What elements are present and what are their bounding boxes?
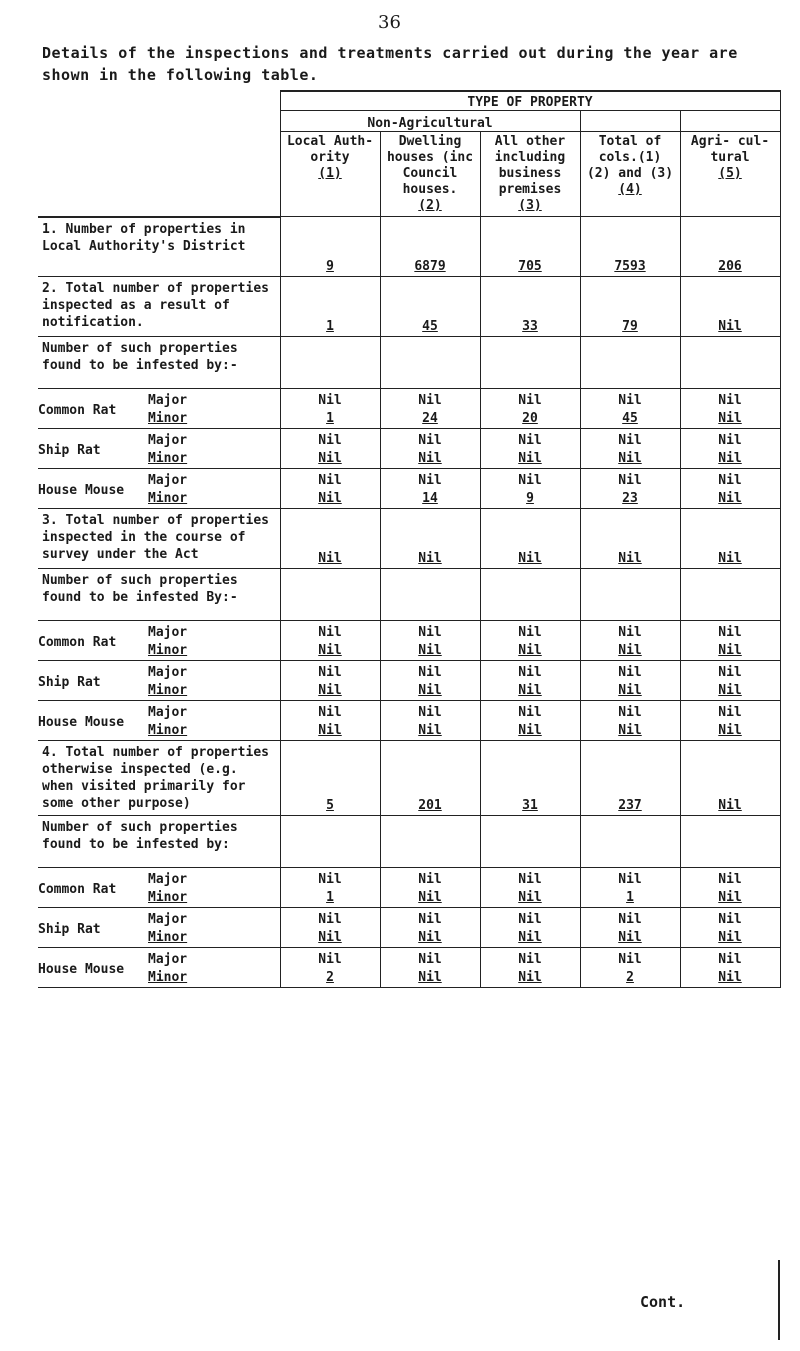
- minor-value: 2: [626, 970, 634, 985]
- section-label: 1. Number of properties in Local Authority's District: [38, 217, 280, 277]
- pest-grade: Minor: [148, 930, 188, 945]
- pest-value-cell: [480, 621, 580, 661]
- section-value-blank: [680, 816, 780, 868]
- section-value: [280, 509, 380, 569]
- pest-grade: Major: [148, 473, 188, 488]
- pest-grade: Major: [148, 952, 188, 967]
- section-value-blank: [580, 337, 680, 389]
- pest-value-cell: [580, 868, 680, 908]
- section-label: Number of such properties found to be infested By:-: [38, 569, 280, 621]
- pest-value-cell: [280, 868, 380, 908]
- major-value: Nil: [518, 433, 542, 448]
- minor-value: Nil: [418, 970, 442, 985]
- column-header-3: [480, 132, 580, 217]
- section-row: [38, 217, 780, 277]
- value-text: 45: [422, 319, 438, 334]
- minor-value: Nil: [718, 930, 742, 945]
- pest-value-cell: [480, 908, 580, 948]
- major-value: Nil: [718, 393, 742, 408]
- minor-value: Nil: [418, 451, 442, 466]
- major-value: Nil: [618, 912, 642, 927]
- minor-value: 23: [622, 491, 638, 506]
- section-row: [38, 569, 780, 621]
- pest-value-cell: [280, 389, 380, 429]
- minor-value: Nil: [518, 890, 542, 905]
- pest-label: [38, 389, 280, 429]
- value-text: Nil: [518, 551, 542, 566]
- section-value: [680, 277, 780, 337]
- pest-grade: Minor: [148, 451, 188, 466]
- section-row: [38, 509, 780, 569]
- pest-value-cell: [280, 621, 380, 661]
- major-value: Nil: [618, 473, 642, 488]
- pest-value-cell: [480, 389, 580, 429]
- pest-value-cell: [480, 661, 580, 701]
- minor-value: Nil: [518, 930, 542, 945]
- pest-grade: Minor: [148, 411, 188, 426]
- major-value: Nil: [618, 952, 642, 967]
- pest-grade: Major: [148, 625, 188, 640]
- major-value: Nil: [318, 952, 342, 967]
- pest-name: Ship Rat: [38, 442, 101, 458]
- continued-label: Cont.: [640, 1293, 686, 1311]
- section-value: [580, 509, 680, 569]
- value-text: 6879: [414, 259, 446, 274]
- pest-value-cell: [280, 661, 380, 701]
- section-value-blank: [280, 337, 380, 389]
- major-value: Nil: [418, 872, 442, 887]
- property-table: [38, 90, 781, 988]
- major-value: Nil: [718, 665, 742, 680]
- pest-grade: Major: [148, 872, 188, 887]
- pest-value-cell: [680, 701, 780, 741]
- major-value: Nil: [318, 473, 342, 488]
- minor-value: 45: [622, 411, 638, 426]
- pest-value-cell: [580, 908, 680, 948]
- minor-value: Nil: [418, 723, 442, 738]
- minor-value: Nil: [618, 723, 642, 738]
- section-value: [680, 217, 780, 277]
- value-text: 201: [418, 798, 442, 813]
- pest-grade: Major: [148, 433, 188, 448]
- column-header-label: Local Auth- ority: [286, 134, 374, 165]
- pest-grade: Major: [148, 912, 188, 927]
- value-text: Nil: [318, 551, 342, 566]
- pest-value-cell: [480, 948, 580, 988]
- value-text: 5: [326, 798, 334, 813]
- column-header-1: [280, 132, 380, 217]
- section-value-blank: [480, 569, 580, 621]
- column-header-label: Total of cols.(1) (2) and (3): [586, 134, 674, 181]
- section-value: [380, 741, 480, 816]
- pest-grade: Minor: [148, 643, 188, 658]
- column-header-number: (4): [618, 182, 642, 197]
- column-header-2: [380, 132, 480, 217]
- section-value: [680, 741, 780, 816]
- minor-value: Nil: [318, 683, 342, 698]
- value-text: 1: [326, 319, 334, 334]
- major-value: Nil: [518, 705, 542, 720]
- section-value-blank: [280, 569, 380, 621]
- value-text: Nil: [718, 551, 742, 566]
- pest-value-cell: [380, 701, 480, 741]
- section-value: [580, 741, 680, 816]
- pest-label: [38, 469, 280, 509]
- section-value-blank: [580, 569, 680, 621]
- section-value-blank: [480, 816, 580, 868]
- pest-label: [38, 908, 280, 948]
- pest-value-cell: [280, 948, 380, 988]
- value-text: 7593: [614, 259, 646, 274]
- value-text: Nil: [618, 551, 642, 566]
- section-value: [580, 217, 680, 277]
- pest-value-cell: [580, 948, 680, 988]
- pest-name: House Mouse: [38, 961, 125, 977]
- pest-value-cell: [380, 469, 480, 509]
- major-value: Nil: [518, 952, 542, 967]
- pest-value-cell: [380, 908, 480, 948]
- minor-value: Nil: [718, 451, 742, 466]
- pest-value-cell: [480, 469, 580, 509]
- minor-value: Nil: [718, 970, 742, 985]
- pest-label: [38, 429, 280, 469]
- major-value: Nil: [318, 433, 342, 448]
- pest-value-cell: [580, 429, 680, 469]
- value-text: 206: [718, 259, 742, 274]
- minor-value: Nil: [318, 643, 342, 658]
- pest-value-cell: [280, 908, 380, 948]
- major-value: Nil: [518, 625, 542, 640]
- header-group-spacer-1: [580, 111, 680, 132]
- section-row: [38, 741, 780, 816]
- major-value: Nil: [718, 872, 742, 887]
- pest-value-cell: [380, 661, 480, 701]
- value-text: 31: [522, 798, 538, 813]
- pest-grade: Major: [148, 665, 188, 680]
- pest-row: [38, 621, 780, 661]
- pest-row: [38, 661, 780, 701]
- pest-value-cell: [580, 469, 680, 509]
- minor-value: Nil: [618, 643, 642, 658]
- pest-name: House Mouse: [38, 714, 125, 730]
- column-header-number: (2): [418, 198, 442, 213]
- major-value: Nil: [318, 665, 342, 680]
- major-value: Nil: [618, 705, 642, 720]
- pest-row: [38, 469, 780, 509]
- pest-name: Common Rat: [38, 634, 117, 650]
- pest-name: House Mouse: [38, 482, 125, 498]
- section-value-blank: [580, 816, 680, 868]
- pest-value-cell: [680, 469, 780, 509]
- pest-label: [38, 948, 280, 988]
- header-blank: [38, 91, 280, 217]
- column-header-label: Agri- cul- tural: [690, 134, 770, 165]
- major-value: Nil: [618, 665, 642, 680]
- pest-grade: Minor: [148, 970, 188, 985]
- section-value: [480, 217, 580, 277]
- page-number: 36: [378, 12, 401, 33]
- section-value-blank: [680, 569, 780, 621]
- pest-name: Common Rat: [38, 402, 117, 418]
- major-value: Nil: [518, 665, 542, 680]
- major-value: Nil: [518, 872, 542, 887]
- pest-label: [38, 621, 280, 661]
- minor-value: Nil: [718, 723, 742, 738]
- major-value: Nil: [618, 393, 642, 408]
- pest-name: Ship Rat: [38, 921, 101, 937]
- major-value: Nil: [718, 952, 742, 967]
- major-value: Nil: [418, 473, 442, 488]
- minor-value: Nil: [618, 930, 642, 945]
- pest-value-cell: [580, 621, 680, 661]
- value-text: 705: [518, 259, 542, 274]
- pest-row: [38, 948, 780, 988]
- section-value: [480, 509, 580, 569]
- major-value: Nil: [718, 912, 742, 927]
- pest-row: [38, 429, 780, 469]
- major-value: Nil: [618, 872, 642, 887]
- section-value-blank: [380, 569, 480, 621]
- section-label: 3. Total number of properties inspected in the course of survey under the Act: [38, 509, 280, 569]
- section-value-blank: [380, 816, 480, 868]
- pest-value-cell: [280, 469, 380, 509]
- major-value: Nil: [318, 912, 342, 927]
- minor-value: Nil: [418, 683, 442, 698]
- header-group: Non-Agricultural: [280, 111, 580, 132]
- column-header-label: All other including business premises: [494, 134, 566, 197]
- header-group-spacer-2: [680, 111, 780, 132]
- section-row: [38, 277, 780, 337]
- minor-value: Nil: [418, 643, 442, 658]
- value-text: 79: [622, 319, 638, 334]
- major-value: Nil: [718, 625, 742, 640]
- minor-value: Nil: [518, 683, 542, 698]
- column-header-number: (3): [518, 198, 542, 213]
- minor-value: 1: [626, 890, 634, 905]
- pest-value-cell: [480, 429, 580, 469]
- section-value-blank: [680, 337, 780, 389]
- section-value: [380, 217, 480, 277]
- margin-rule: [778, 1260, 780, 1340]
- column-header-number: (5): [718, 166, 742, 181]
- major-value: Nil: [418, 912, 442, 927]
- major-value: Nil: [718, 473, 742, 488]
- pest-row: [38, 908, 780, 948]
- value-text: 9: [326, 259, 334, 274]
- minor-value: Nil: [318, 491, 342, 506]
- minor-value: Nil: [418, 890, 442, 905]
- section-value: [480, 277, 580, 337]
- minor-value: Nil: [518, 723, 542, 738]
- pest-value-cell: [580, 389, 680, 429]
- minor-value: Nil: [318, 930, 342, 945]
- value-text: 33: [522, 319, 538, 334]
- section-row: [38, 816, 780, 868]
- minor-value: 1: [326, 890, 334, 905]
- section-label: Number of such properties found to be infested by:: [38, 816, 280, 868]
- minor-value: Nil: [518, 970, 542, 985]
- minor-value: Nil: [718, 890, 742, 905]
- major-value: Nil: [418, 393, 442, 408]
- pest-value-cell: [680, 908, 780, 948]
- section-value: [480, 741, 580, 816]
- section-value: [280, 217, 380, 277]
- pest-value-cell: [580, 701, 680, 741]
- pest-value-cell: [380, 868, 480, 908]
- column-header-5: [680, 132, 780, 217]
- major-value: Nil: [418, 665, 442, 680]
- section-value: [280, 277, 380, 337]
- property-table-container: [38, 90, 780, 988]
- minor-value: 24: [422, 411, 438, 426]
- section-row: [38, 337, 780, 389]
- pest-grade: Major: [148, 393, 188, 408]
- pest-value-cell: [580, 661, 680, 701]
- pest-row: [38, 868, 780, 908]
- pest-value-cell: [680, 868, 780, 908]
- minor-value: Nil: [718, 683, 742, 698]
- pest-label: [38, 661, 280, 701]
- pest-grade: Minor: [148, 723, 188, 738]
- minor-value: 14: [422, 491, 438, 506]
- section-label: Number of such properties found to be infested by:-: [38, 337, 280, 389]
- minor-value: 2: [326, 970, 334, 985]
- section-value-blank: [480, 337, 580, 389]
- major-value: Nil: [618, 433, 642, 448]
- minor-value: Nil: [518, 451, 542, 466]
- value-text: Nil: [718, 319, 742, 334]
- minor-value: Nil: [618, 451, 642, 466]
- major-value: Nil: [318, 625, 342, 640]
- section-value: [280, 741, 380, 816]
- section-value: [380, 509, 480, 569]
- minor-value: Nil: [618, 683, 642, 698]
- pest-value-cell: [380, 429, 480, 469]
- major-value: Nil: [618, 625, 642, 640]
- pest-value-cell: [480, 701, 580, 741]
- pest-value-cell: [680, 389, 780, 429]
- major-value: Nil: [418, 705, 442, 720]
- pest-value-cell: [680, 948, 780, 988]
- pest-name: Ship Rat: [38, 674, 101, 690]
- minor-value: Nil: [718, 491, 742, 506]
- column-header-4: [580, 132, 680, 217]
- pest-value-cell: [680, 661, 780, 701]
- section-value: [680, 509, 780, 569]
- major-value: Nil: [418, 952, 442, 967]
- minor-value: Nil: [718, 411, 742, 426]
- major-value: Nil: [518, 393, 542, 408]
- major-value: Nil: [418, 433, 442, 448]
- pest-grade: Minor: [148, 890, 188, 905]
- major-value: Nil: [718, 705, 742, 720]
- section-value-blank: [380, 337, 480, 389]
- pest-value-cell: [380, 389, 480, 429]
- pest-grade: Major: [148, 705, 188, 720]
- major-value: Nil: [518, 912, 542, 927]
- pest-value-cell: [280, 701, 380, 741]
- major-value: Nil: [518, 473, 542, 488]
- value-text: Nil: [418, 551, 442, 566]
- pest-value-cell: [280, 429, 380, 469]
- value-text: Nil: [718, 798, 742, 813]
- pest-value-cell: [380, 948, 480, 988]
- section-label: 2. Total number of properties inspected as a result of notification.: [38, 277, 280, 337]
- pest-label: [38, 868, 280, 908]
- minor-value: Nil: [318, 451, 342, 466]
- minor-value: 9: [526, 491, 534, 506]
- minor-value: Nil: [518, 643, 542, 658]
- minor-value: Nil: [418, 930, 442, 945]
- major-value: Nil: [318, 872, 342, 887]
- minor-value: 1: [326, 411, 334, 426]
- column-header-number: (1): [318, 166, 342, 181]
- section-label: 4. Total number of properties otherwise inspected (e.g. when visited primarily for some other purpose): [38, 741, 280, 816]
- major-value: Nil: [418, 625, 442, 640]
- section-value-blank: [280, 816, 380, 868]
- pest-value-cell: [680, 621, 780, 661]
- minor-value: 20: [522, 411, 538, 426]
- pest-grade: Minor: [148, 491, 188, 506]
- minor-value: Nil: [718, 643, 742, 658]
- intro-paragraph: Details of the inspections and treatments carried out during the year are shown in the following table.: [42, 44, 738, 84]
- pest-value-cell: [480, 868, 580, 908]
- pest-value-cell: [680, 429, 780, 469]
- major-value: Nil: [318, 705, 342, 720]
- minor-value: Nil: [318, 723, 342, 738]
- pest-grade: Minor: [148, 683, 188, 698]
- pest-row: [38, 701, 780, 741]
- pest-row: [38, 389, 780, 429]
- pest-name: Common Rat: [38, 881, 117, 897]
- column-header-label: Dwelling houses (inc Council houses.: [386, 134, 474, 197]
- pest-label: [38, 701, 280, 741]
- major-value: Nil: [718, 433, 742, 448]
- value-text: 237: [618, 798, 642, 813]
- section-value: [580, 277, 680, 337]
- major-value: Nil: [318, 393, 342, 408]
- header-title: TYPE OF PROPERTY: [280, 91, 780, 111]
- pest-value-cell: [380, 621, 480, 661]
- section-value: [380, 277, 480, 337]
